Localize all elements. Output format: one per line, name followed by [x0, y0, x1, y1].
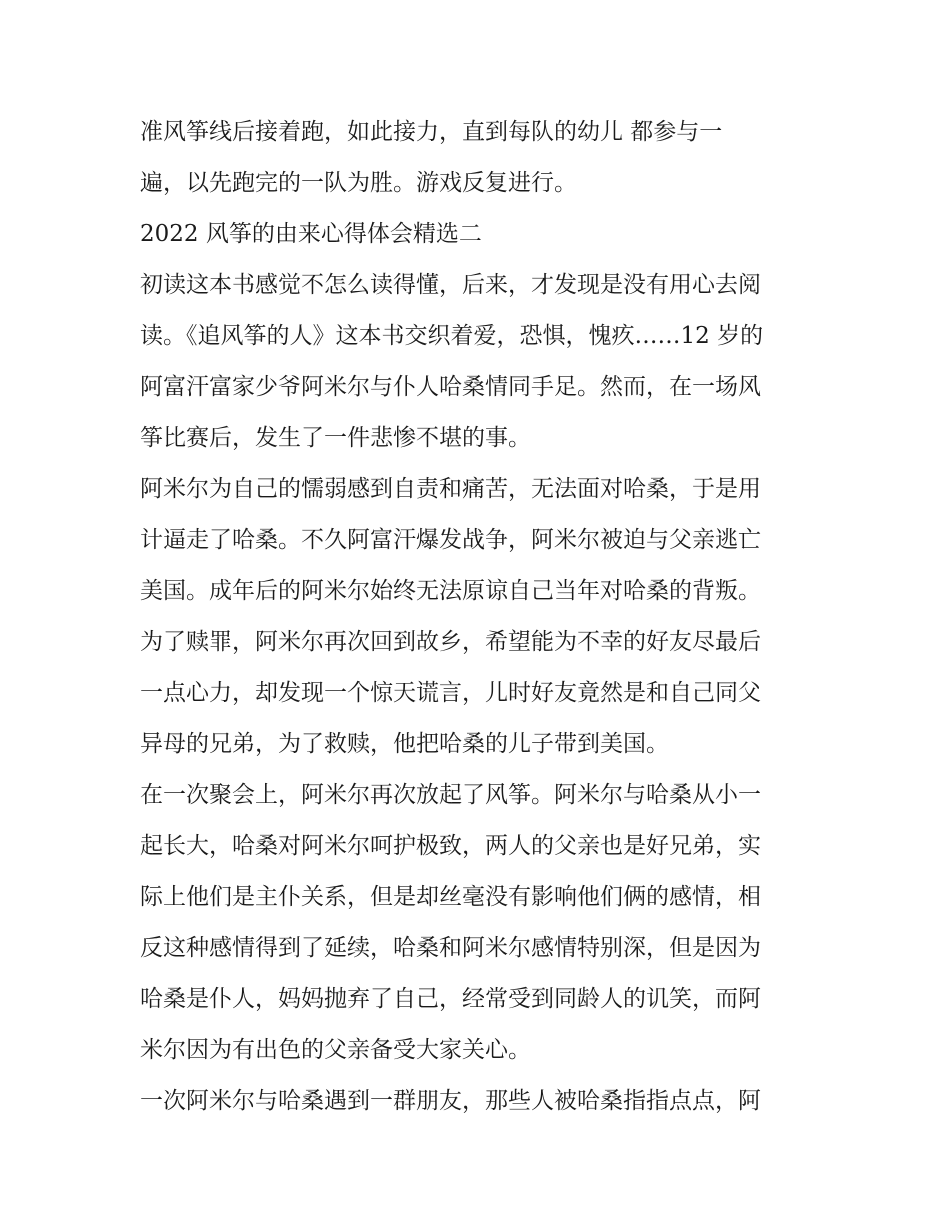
section-heading: 2022 风筝的由来心得体会精选二 — [140, 221, 482, 247]
text-line: 阿米尔为自己的懦弱感到自责和痛苦，无法面对哈桑，于是用 — [140, 476, 761, 502]
text-line: 阿富汗富家少爷阿米尔与仆人哈桑情同手足。然而，在一场风 — [140, 374, 761, 400]
text-line: 一次阿米尔与哈桑遇到一群朋友，那些人被哈桑指指点点，阿 — [140, 1088, 761, 1114]
text-line: 一点心力，却发现一个惊天谎言，儿时好友竟然是和自己同父 — [140, 680, 761, 706]
text-line: 计逼走了哈桑。不久阿富汗爆发战争，阿米尔被迫与父亲逃亡 — [140, 527, 761, 553]
text-line: 筝比赛后，发生了一件悲惨不堪的事。 — [140, 425, 531, 451]
text-line: 异母的兄弟，为了救赎，他把哈桑的儿子带到美国。 — [140, 731, 669, 757]
text-line: 反这种感情得到了延续，哈桑和阿米尔感情特别深，但是因为 — [140, 935, 761, 961]
text-line: 起长大，哈桑对阿米尔呵护极致，两人的父亲也是好兄弟，实 — [140, 833, 761, 859]
text-line: 准风筝线后接着跑，如此接力，直到每队的幼儿 都参与一 — [140, 119, 723, 145]
text-line: 初读这本书感觉不怎么读得懂，后来，才发现是没有用心去阅 — [140, 272, 761, 298]
text-line: 为了赎罪，阿米尔再次回到故乡，希望能为不幸的好友尽最后 — [140, 629, 761, 655]
text-line: 米尔因为有出色的父亲备受大家关心。 — [140, 1037, 531, 1063]
text-line: 美国。成年后的阿米尔始终无法原谅自己当年对哈桑的背叛。 — [140, 578, 761, 604]
text-line: 遍，以先跑完的一队为胜。游戏反复进行。 — [140, 170, 577, 196]
text-line: 读。《追风筝的人》这本书交织着爱，恐惧，愧疚……12 岁的 — [140, 323, 764, 349]
text-line: 哈桑是仆人，妈妈抛弃了自己，经常受到同龄人的讥笑，而阿 — [140, 986, 761, 1012]
text-line: 际上他们是主仆关系，但是却丝毫没有影响他们俩的感情，相 — [140, 884, 761, 910]
text-line: 在一次聚会上，阿米尔再次放起了风筝。阿米尔与哈桑从小一 — [140, 782, 761, 808]
document-body — [140, 107, 820, 1127]
